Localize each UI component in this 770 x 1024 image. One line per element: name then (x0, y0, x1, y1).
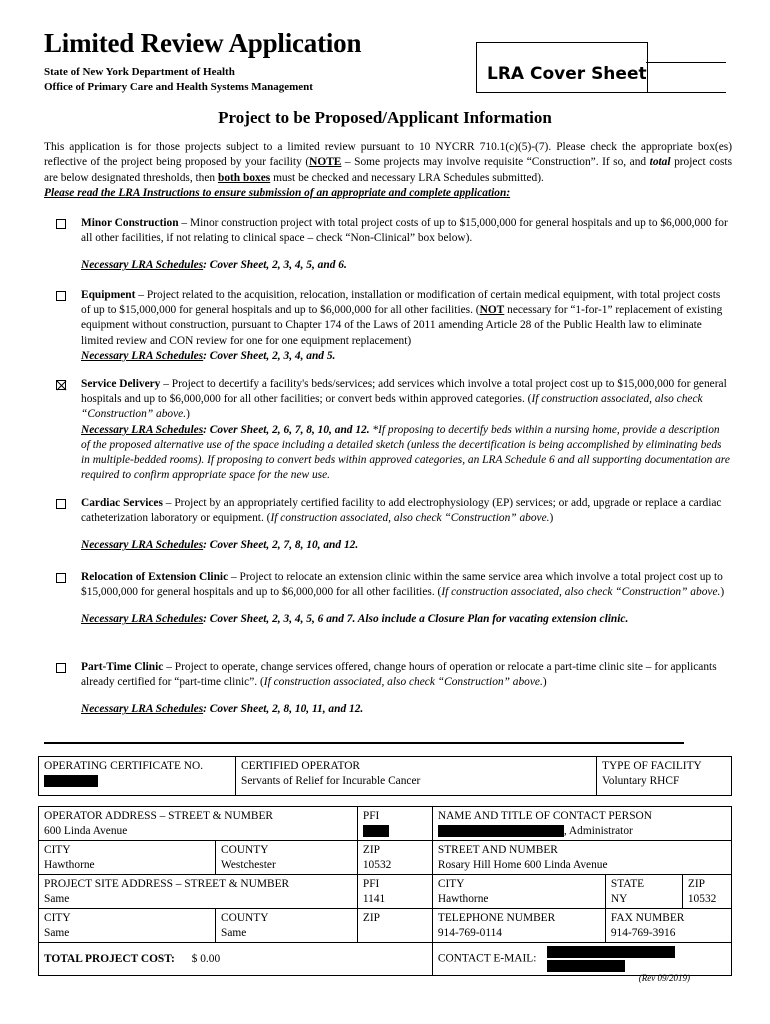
option-part-time-clinic (56, 660, 731, 718)
schedules-list: : Cover Sheet, 2, 6, 7, 8, 10, and 12. (203, 423, 370, 436)
contact-street-label: STREET AND NUMBER (437, 844, 558, 856)
operating-certificate-redacted (44, 775, 98, 787)
option-construction-note: If construction associated, also check “Construction” above. (441, 586, 721, 599)
option-not: NOT (479, 304, 505, 317)
pfi2-label: PFI (362, 878, 380, 890)
total-project-cost-cell (39, 943, 433, 976)
intro-text: – Some projects may involve requisite “Construction”. If so, and (341, 156, 650, 169)
option-equipment (56, 288, 731, 364)
contact-city-value[interactable]: Hawthorne (437, 892, 489, 905)
contact-city-cell (432, 875, 605, 909)
schedules-list: : Cover Sheet, 2, 3, 4, 5, 6 and 7. Also include a Closure Plan for vacating extension clinic. (203, 613, 629, 626)
schedules-list: : Cover Sheet, 2, 8, 10, 11, and 12. (203, 703, 364, 716)
operating-certificate-cell (39, 757, 236, 796)
option-construction-note: If construction associated, also check “Construction” above. (270, 512, 550, 525)
option-name: Part-Time Clinic (81, 661, 164, 673)
site-county-cell (216, 909, 358, 943)
instructions-link: Please read the LRA Instructions to ensure submission of an appropriate and complete application: (44, 187, 511, 200)
facility-type-cell (597, 757, 732, 796)
county-value[interactable]: Westchester (221, 858, 276, 871)
option-service-delivery (56, 377, 731, 483)
option-description: – Project related to the acquisition, relocation, installation or modification of certain medical equipment, with total project costs of up to $15,000,000 for general hospitals and up to $6,000,000 for all other facilities. ( (81, 289, 721, 317)
zip2-label: ZIP (687, 878, 705, 890)
intro-text: must be checked and necessary LRA Schedules submitted). (270, 171, 544, 184)
schedules-list: : Cover Sheet, 2, 3, 4, and 5. (203, 349, 336, 362)
schedules-label: Necessary LRA Schedules (81, 259, 204, 272)
revision-date: (Rev 09/2019) (638, 973, 690, 983)
contact-title[interactable]: , Administrator (563, 824, 633, 837)
site-city-value[interactable]: Same (44, 926, 70, 939)
total-project-cost-value[interactable]: $ 0.00 (191, 952, 221, 965)
contact-person-label: NAME AND TITLE OF CONTACT PERSON (437, 810, 653, 822)
intro-paragraph (44, 140, 732, 202)
schedules-label: Necessary LRA Schedules (81, 539, 204, 552)
option-description: ) (186, 408, 190, 421)
section-divider (44, 742, 684, 744)
option-cardiac-services (56, 496, 731, 554)
schedules-list: : Cover Sheet, 2, 7, 8, 10, and 12. (203, 539, 359, 552)
pfi-cell (357, 807, 432, 841)
total-project-cost-label: TOTAL PROJECT COST: (44, 952, 175, 965)
option-name: Relocation of Extension Clinic (81, 571, 229, 583)
operator-address-label: OPERATOR ADDRESS – STREET & NUMBER (44, 810, 274, 822)
operator-address-value[interactable]: 600 Linda Avenue (44, 824, 128, 837)
operator-address-cell (39, 807, 358, 841)
page-title: Limited Review Application (44, 28, 362, 58)
certified-operator-cell (236, 757, 597, 796)
intro-note: NOTE (309, 156, 342, 169)
site-city-label: CITY (44, 912, 71, 924)
option-relocation-extension-clinic (56, 570, 731, 628)
option-description: ) (720, 586, 725, 599)
option-name: Cardiac Services (81, 497, 163, 509)
schedules-list: : Cover Sheet, 2, 3, 4, 5, and 6. (203, 259, 347, 272)
facility-type-value[interactable]: Voluntary RHCF (602, 774, 680, 787)
option-construction-note: If construction associated, also check “Construction” above. (263, 676, 543, 689)
contact-name-redacted (438, 825, 564, 837)
project-site-value[interactable]: Same (44, 892, 70, 905)
zip-label: ZIP (362, 844, 380, 856)
project-site-label: PROJECT SITE ADDRESS – STREET & NUMBER (44, 878, 290, 890)
section-title: Project to be Proposed/Applicant Information (218, 108, 552, 127)
fax-label: FAX NUMBER (610, 912, 685, 924)
contact-email-redacted (547, 960, 625, 972)
cover-sheet-label: LRA Cover Sheet (487, 64, 647, 84)
county-label: COUNTY (221, 844, 269, 856)
fax-value[interactable]: 914-769-3916 (610, 926, 676, 939)
intro-text: This application is for those projects subject to a limited review pursuant to 10 NYCRR 710.1(c)(5)-(7). Please check the appropriate box(es) reflective of the project being proposed by your facility ( (44, 141, 732, 169)
equipment-checkbox[interactable] (56, 291, 66, 301)
project-site-cell (39, 875, 358, 909)
intro-total: total (649, 156, 671, 169)
option-description: – Project to relocate an extension clinic within the same service area which involve a total project cost up to $15,000,000 for general hospitals and up to $6,000,000 for all other facilities. ( (81, 571, 723, 599)
option-description: – Project to decertify a facility's beds/services; add services which involve a total project cost up to $15,000,000 for general hospitals and up to $6,000,000 for all other facilities; or convert beds within approved categories. ( (81, 378, 727, 406)
site-city-cell (39, 909, 216, 943)
city-value[interactable]: Hawthorne (44, 858, 95, 871)
telephone-label: TELEPHONE NUMBER (437, 912, 556, 924)
minor-construction-checkbox[interactable] (56, 219, 66, 229)
option-description: – Project by an appropriately certified facility to add electrophysiology (EP) services; or add, upgrade or replace a cardiac catheterization laboratory or equipment. ( (81, 497, 722, 525)
contact-email-redacted (547, 946, 675, 958)
zip-value[interactable]: 10532 (362, 858, 392, 871)
option-description: – Project to operate, change services offered, change hours of operation or relocate a part-time clinic site – for applicants already certified for “part-time clinic”. ( (81, 661, 717, 689)
contact-person-cell (432, 807, 731, 841)
cardiac-services-checkbox[interactable] (56, 499, 66, 509)
service-delivery-checkbox[interactable] (56, 380, 66, 390)
intro-text: project costs are below designated thresholds, then (44, 156, 732, 184)
city-cell (39, 841, 216, 875)
city-label: CITY (44, 844, 71, 856)
state-cell (605, 875, 682, 909)
schedules-label: Necessary LRA Schedules (81, 703, 204, 716)
relocation-extension-clinic-checkbox[interactable] (56, 573, 66, 583)
office-line: Office of Primary Care and Health Systems Management (44, 81, 313, 93)
zip2-value[interactable]: 10532 (687, 892, 717, 905)
telephone-cell (432, 909, 605, 943)
option-description: necessary for “1-for-1” replacement of existing equipment without construction, pursuant to Chapter 174 of the Laws of 2011 amending Article 28 of the Public Health law to eliminate limited review and CON review for one for one equipment replacement) (81, 304, 723, 347)
site-county-value[interactable]: Same (221, 926, 247, 939)
schedules-label: Necessary LRA Schedules (81, 613, 204, 626)
decertify-note: *If proposing to decertify beds within a nursing home, provide a description of the proposed alternative use of the space including a detailed sketch (unless the decertification is being accomplished by eliminating beds in multiple-bedded rooms). If proposing to convert beds within approved categories, an LRA Schedule 6 and all supporting documentation are required to confirm appropriate space for the new use. (81, 423, 730, 482)
pfi2-value[interactable]: 1141 (362, 892, 386, 905)
contact-street-value[interactable]: Rosary Hill Home 600 Linda Avenue (437, 858, 608, 871)
contact-city-label: CITY (437, 878, 465, 890)
option-construction-note: If construction associated, also check “Construction” above. (81, 393, 703, 421)
certified-operator-value[interactable]: Servants of Relief for Incurable Cancer (241, 774, 421, 787)
cover-sheet-underline (476, 92, 726, 93)
option-minor-construction (56, 216, 731, 274)
state-label: STATE (610, 878, 645, 890)
option-name: Equipment (81, 289, 136, 301)
option-name: Service Delivery (81, 378, 161, 390)
facility-table (38, 756, 732, 796)
facility-type-label: TYPE OF FACILITY (602, 760, 702, 772)
intro-both-boxes: both boxes (217, 171, 271, 184)
department-line: State of New York Department of Health (44, 66, 235, 78)
state-value[interactable]: NY (610, 892, 628, 905)
fax-cell (605, 909, 731, 943)
cover-sheet-rule (646, 62, 726, 63)
certified-operator-label: CERTIFIED OPERATOR (241, 760, 361, 772)
site-zip-label: ZIP (362, 912, 380, 924)
schedules-label: Necessary LRA Schedules (81, 423, 204, 436)
contact-street-cell (432, 841, 731, 875)
option-name: Minor Construction (81, 217, 179, 229)
pfi-label: PFI (362, 810, 380, 822)
schedules-label: Necessary LRA Schedules (81, 349, 204, 362)
pfi2-cell (357, 875, 432, 909)
part-time-clinic-checkbox[interactable] (56, 663, 66, 673)
pfi-redacted (363, 825, 389, 837)
option-description: ) (549, 512, 554, 525)
zip2-cell (682, 875, 731, 909)
telephone-value[interactable]: 914-769-0114 (437, 926, 502, 939)
site-county-label: COUNTY (221, 912, 269, 924)
contact-email-label: CONTACT E-MAIL: (437, 952, 537, 965)
address-table (38, 806, 732, 976)
operating-certificate-label: OPERATING CERTIFICATE NO. (44, 760, 204, 772)
option-description: ) (542, 676, 547, 689)
option-description: – Minor construction project with total project costs of up to $15,000,000 for general hospitals and up to $6,000,000 for all other facilities, if not relating to clinical space – check “Non-Clinical” box below). (81, 217, 728, 245)
contact-email-cell (432, 943, 731, 976)
zip-cell (357, 841, 432, 875)
county-cell (216, 841, 358, 875)
site-zip-cell (357, 909, 432, 943)
